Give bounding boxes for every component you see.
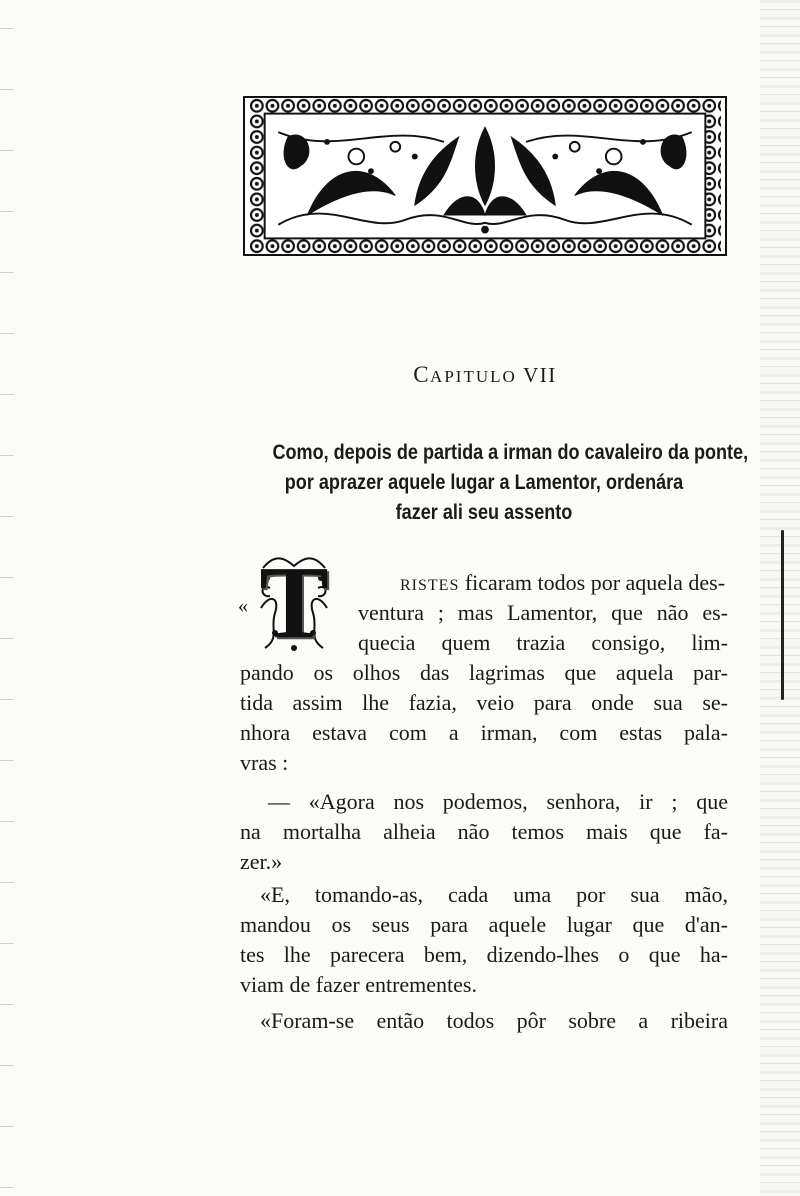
text-line: tida assim lhe fazia, veio para onde sua se- [240,690,728,715]
text-line: quecia quem trazia consigo, lim- [358,630,728,655]
chapter-number: VII [523,363,557,387]
text-line: viam de fazer entrementes. [240,972,477,997]
header-ornament [243,96,727,256]
text-line: pando os olhos das lagrimas que aquela par- [240,660,728,685]
opening-quote: « [238,595,248,617]
first-word-small-caps: RISTES [400,577,460,594]
text-line: «E, tomando-as, cada uma por sua mão, [260,882,728,907]
text-line: «Foram-se então todos pôr sobre a ribeira [260,1008,728,1033]
chapter-prefix-rest: APITULO [430,367,517,386]
text-line: mandou os seus para aquele lugar que d'an- [240,912,728,937]
text-line [400,568,728,601]
dropcap-letter: T [259,545,329,660]
chapter-prefix-initial: C [413,362,431,387]
subtitle-line: por aprazer aquele lugar a Lamentor, ordenára [284,471,684,494]
ornament-pattern-image [245,98,725,254]
subtitle-line: fazer ali seu assento [395,501,573,524]
page-right-edge [760,0,800,1196]
chapter-subtitle [272,438,749,528]
page-left-edge [0,0,14,1196]
text-line: vras : [240,750,289,775]
text-line: — «Agora nos podemos, senhora, ir ; que [268,789,728,814]
text-line: na mortalha alheia não temos mais que fa- [240,819,728,844]
binding-mark [781,530,784,700]
text-line: ventura ; mas Lamentor, que não es- [358,600,728,625]
text-line-content: ficaram todos por aquela des- [464,570,726,595]
text-line: nhora estava com a irman, com estas pala- [240,720,728,745]
text-line: zer.» [240,849,283,874]
dropcap [255,545,333,660]
text-line: tes lhe parecera bem, dizendo-lhes o que ha- [240,942,728,967]
chapter-heading [240,362,730,388]
subtitle-line: Como, depois de partida a irman do cavaleiro da ponte, [272,441,749,464]
